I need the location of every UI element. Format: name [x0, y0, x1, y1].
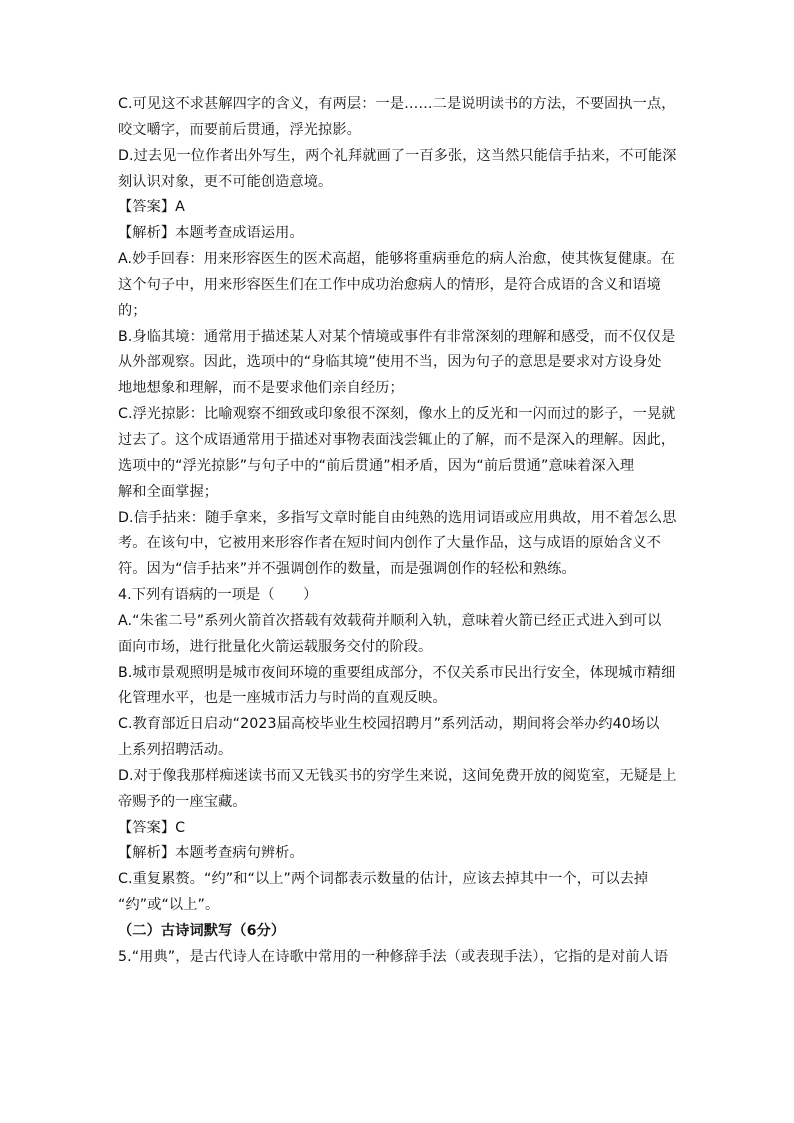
text-line: C.可见这不求甚解四字的含义，有两层：一是……二是说明读书的方法，不要固执一点，	[118, 96, 676, 112]
text-line: 刻认识对象，更不可能创造意境。	[118, 173, 333, 190]
text-line: 地地想象和理解，而不是要求他们亲自经历；	[118, 380, 404, 397]
text-line: A.妙手回春：用来形容医生的医术高超，能够将重病垂危的病人治愈，使其恢复健康。在	[118, 251, 676, 268]
text-line: A.“朱雀二号”系列火箭首次搭载有效载荷并顺利入轨，意味着火箭已经正式进入到可以	[118, 612, 662, 629]
text-line: 【答案】C	[118, 819, 186, 836]
text-line: 5.“用典”，是古代诗人在诗歌中常用的一种修辞手法（或表现手法），它指的是对前人语	[118, 948, 669, 965]
text-line: 考。在该句中，它被用来形容作者在短时间内创作了大量作品，这与成语的原始含义不	[118, 535, 661, 552]
text-line: 咬文嚼字，而要前后贯通，浮光掠影。	[118, 121, 361, 138]
text-line: C.浮光掠影：比喻观察不细致或印象很不深刻，像水上的反光和一闪而过的影子，一晃就	[118, 406, 676, 423]
text-line: B.城市景观照明是城市夜间环境的重要组成部分，不仅关系市民出行安全，体现城市精细	[118, 664, 676, 681]
text-line: 选项中的“浮光掠影”与句子中的“前后贯通”相矛盾，因为“前后贯通”意味着深入理	[118, 457, 635, 474]
text-line: 这个句子中，用来形容医生们在工作中成功治愈病人的情形，是符合成语的含义和语境	[118, 276, 661, 293]
text-line: 解和全面掌握；	[118, 483, 219, 500]
text-line: D.对于像我那样痴迷读书而又无钱买书的穷学生来说，这间免费开放的阅览室，无疑是上	[118, 767, 677, 784]
text-line: D.信手拈来：随手拿来，多指写文章时能自由纯熟的选用词语或应用典故，用不着怎么思	[118, 509, 677, 526]
text-line: 的；	[118, 302, 147, 319]
text-line: 帝赐予的一座宝藏。	[118, 793, 247, 810]
section-heading: （二）古诗词默写（6分）	[118, 923, 286, 939]
text-line: B.身临其境：通常用于描述某人对某个情境或事件有非常深刻的理解和感受，而不仅仅是	[118, 328, 676, 345]
text-line: 上系列招聘活动。	[118, 742, 233, 759]
text-line: 面向市场，进行批量化火箭运载服务交付的阶段。	[118, 638, 433, 655]
text-line: C.教育部近日启动“2023届高校毕业生校园招聘月”系列活动，期间将会举办约40场以	[118, 716, 660, 733]
text-line: 【答案】A	[118, 199, 185, 216]
document-page	[118, 92, 676, 971]
text-line: 符。因为“信手拈来”并不强调创作的数量，而是强调创作的轻松和熟练。	[118, 561, 576, 578]
text-line: “约”或“以上”。	[118, 897, 220, 914]
text-line: 【解析】本题考查成语运用。	[118, 225, 304, 242]
text-line: 化管理水平，也是一座城市活力与时尚的直观反映。	[118, 690, 447, 707]
text-line: 从外部观察。因此，选项中的“身临其境”使用不当，因为句子的意思是要求对方设身处	[118, 354, 662, 371]
text-line: D.过去见一位作者出外写生，两个礼拜就画了一百多张，这当然只能信手拈来，不可能深	[118, 147, 677, 164]
text-line: 4.下列有语病的一项是（ ）	[118, 587, 318, 604]
text-line: C.重复累赘。“约”和“以上”两个词都表示数量的估计，应该去掉其中一个，可以去掉	[118, 871, 649, 888]
text-line: 【解析】本题考查病句辨析。	[118, 845, 304, 862]
text-line: 过去了。这个成语通常用于描述对事物表面浅尝辄止的了解，而不是深入的理解。因此，	[118, 431, 676, 448]
